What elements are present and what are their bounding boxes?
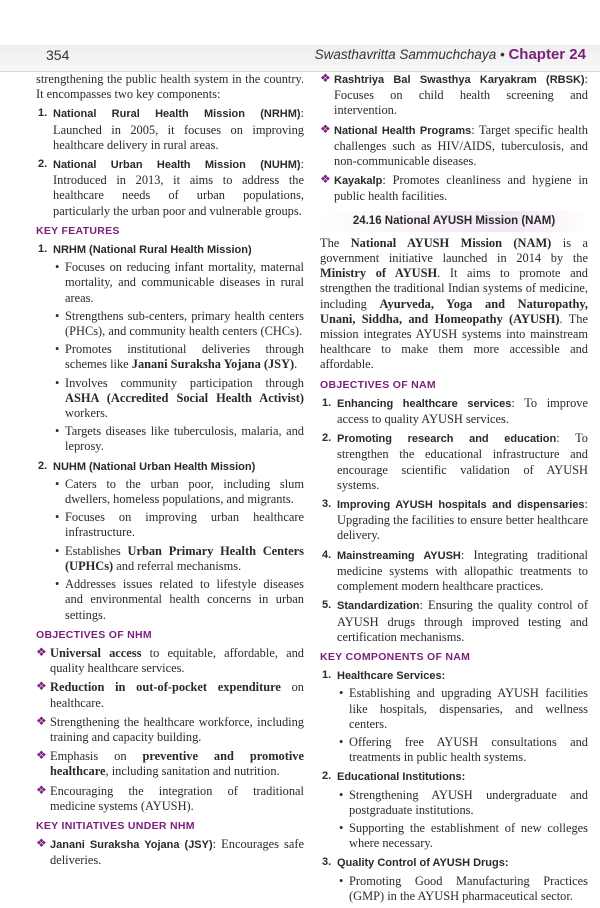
list-item: • Supporting the establishment of new colleges where necessary. (339, 820, 588, 851)
section-heading: KEY COMPONENTS OF NAM (320, 650, 471, 663)
nam-objectives-list (320, 396, 588, 645)
diamond-bullet-icon: ❖ (320, 121, 331, 136)
list-item: • Promoting Good Manufacturing Practices (GMP) in the AYUSH pharmaceutical sector. (339, 873, 588, 903)
intro-paragraph: strengthening the public health system in the country. It encompasses two key components: (36, 72, 304, 102)
header-bullet: • (499, 47, 505, 62)
nhm-objectives-list (36, 646, 304, 814)
diamond-bullet-icon: ❖ (320, 71, 331, 85)
list-item: 1. NRHM (National Rural Health Mission) • Focuses on reducing infant mortality, maternal mortality, and communicable diseases in rural areas. • Strengthens sub-centers, primary health centers (PHCs), and community health centers (CHCs). • Promotes institutional deliveries through schemes like Janani Suraksha Yojana (JSY). • Involves community participation through ASHA (Accredited Social Health Activist) workers. • Targets diseases like tuberculosis, malaria, and leprosy. (38, 243, 304, 454)
list-item: • Targets diseases like tuberculosis, malaria, and leprosy. (55, 424, 304, 454)
list-item: ❖ Rashtriya Bal Swasthya Karyakram (RBSK): Focuses on child health screening and intervention. (320, 71, 588, 118)
diamond-bullet-icon: ❖ (36, 713, 47, 728)
section-title: 24.16 National AYUSH Mission (NAM) (320, 211, 588, 232)
list-item: 4. Mainstreaming AYUSH: Integrating traditional medicine systems with allopathic treatments to complement modern healthcare practices. (322, 547, 588, 594)
list-item: • Involves community participation through ASHA (Accredited Social Health Activist) workers. (55, 375, 304, 421)
list-item: • Addresses issues related to lifestyle diseases and environmental health concerns in urban settings. (55, 577, 304, 622)
nam-components-list (320, 668, 588, 904)
section-heading: OBJECTIVES OF NHM (36, 628, 152, 641)
nam-intro-paragraph: The National AYUSH Mission (NAM) is a government initiative launched in 2014 by the Ministry of AYUSH. It aims to promote and strengthen the traditional Indian systems of medicine, including Ayurveda, Yoga and Naturopathy, Unani, Siddha, and Homeopathy (AYUSH). The mission integrates AYUSH systems into mainstream healthcare to make them more accessible and affordable. (320, 235, 589, 372)
diamond-bullet-icon: ❖ (36, 836, 47, 851)
components-list (36, 106, 304, 218)
list-item: ❖ Universal access to equitable, affordable, and quality healthcare services. (36, 644, 304, 676)
list-item: 1. National Rural Health Mission (NRHM): Launched in 2005, it focuses on improving healthcare delivery in rural areas. (38, 106, 304, 152)
list-item: • Promotes institutional deliveries through schemes like Janani Suraksha Yojana (JSY). (55, 342, 304, 372)
list-item: ❖ Reduction in out-of-pocket expenditure on healthcare. (36, 679, 304, 710)
section-heading: OBJECTIVES OF NAM (320, 378, 436, 391)
chapter-label: Chapter 24 (508, 46, 586, 63)
diamond-bullet-icon: ❖ (36, 782, 47, 797)
diamond-bullet-icon: ❖ (36, 679, 47, 694)
list-item: 2. Educational Institutions: • Strengthening AYUSH undergraduate and postgraduate institutions. • Supporting the establishment of new colleges where necessary. (322, 770, 588, 851)
list-item: • Focuses on reducing infant mortality, maternal mortality, and communicable diseases in rural areas. (55, 260, 304, 305)
list-item: • Establishes Urban Primary Health Centers (UPHCs) and referral mechanisms. (55, 543, 304, 573)
right-column (320, 72, 588, 908)
list-item: • Focuses on improving urban healthcare infrastructure. (55, 510, 304, 540)
list-item: 2. National Urban Health Mission (NUHM): Introduced in 2013, it aims to address the healthcare needs of urban populations, particularly the urban poor and vulnerable groups. (38, 157, 304, 218)
list-item: ❖ Encouraging the integration of traditional medicine systems (AYUSH). (36, 782, 304, 813)
list-item: ❖ Strengthening the healthcare workforce, including training and capacity building. (36, 713, 304, 744)
running-title: Swasthavritta Sammuchchaya (314, 47, 497, 62)
nhm-initiatives-list (36, 837, 304, 868)
list-item: ❖ Janani Suraksha Yojana (JSY): Encourages safe deliveries. (36, 836, 304, 868)
list-item: 3. Improving AYUSH hospitals and dispensaries: Upgrading the facilities to ensure better healthcare delivery. (322, 497, 588, 543)
diamond-bullet-icon: ❖ (320, 172, 331, 187)
list-item: • Strengthens sub-centers, primary health centers (PHCs), and community health centers (CHCs). (55, 308, 304, 339)
list-item: • Strengthening AYUSH undergraduate and postgraduate institutions. (339, 787, 588, 817)
list-item: 1. Enhancing healthcare services: To improve access to quality AYUSH services. (322, 395, 588, 427)
list-item: • Offering free AYUSH consultations and treatments in public health systems. (339, 734, 588, 765)
diamond-bullet-icon: ❖ (36, 748, 47, 763)
list-item: • Establishing and upgrading AYUSH facilities like hospitals, dispensaries, and wellness centers. (339, 686, 588, 731)
features-list (36, 242, 304, 623)
section-heading: KEY FEATURES (36, 224, 120, 237)
page-number: 354 (46, 47, 70, 63)
list-item: 1. Healthcare Services: • Establishing and upgrading AYUSH facilities like hospitals, dispensaries, and wellness centers. • Offering free AYUSH consultations and treatments in public health systems. (322, 669, 588, 765)
list-item: • Caters to the urban poor, including slum dwellers, homeless populations, and migrants. (55, 476, 304, 507)
section-heading: KEY INITIATIVES UNDER NHM (36, 819, 195, 832)
list-item: ❖ Emphasis on preventive and promotive healthcare, including sanitation and nutrition. (36, 748, 304, 779)
nhm-initiatives-continued (320, 72, 588, 205)
list-item: 2. Promoting research and education: To strengthen the educational infrastructure and encourage scientific validation of AYUSH systems. (322, 431, 588, 492)
nuhm-bullets (53, 477, 304, 623)
diamond-bullet-icon: ❖ (36, 644, 47, 659)
left-column (36, 72, 304, 873)
list-item: ❖ Kayakalp: Promotes cleanliness and hygiene in public health facilities. (320, 172, 588, 204)
running-header (315, 46, 586, 63)
list-item: ❖ National Health Programs: Target specific health challenges such as HIV/AIDS, tuberculosis, and non-communicable diseases. (320, 121, 588, 169)
list-item: 2. NUHM (National Urban Health Mission) • Caters to the urban poor, including slum dwellers, homeless populations, and migrants. • Focuses on improving urban healthcare infrastructure. • Establishes Urban Primary Health Centers (UPHCs) and referral mechanisms. • Addresses issues related to lifestyle diseases and environmental health concerns in urban settings. (38, 459, 304, 622)
list-item: 3. Quality Control of AYUSH Drugs: • Promoting Good Manufacturing Practices (GMP) in the AYUSH pharmaceutical sector. (322, 856, 588, 903)
list-item: 5. Standardization: Ensuring the quality control of AYUSH drugs through improved testing and certification mechanisms. (322, 598, 588, 644)
nrhm-bullets (53, 260, 304, 454)
